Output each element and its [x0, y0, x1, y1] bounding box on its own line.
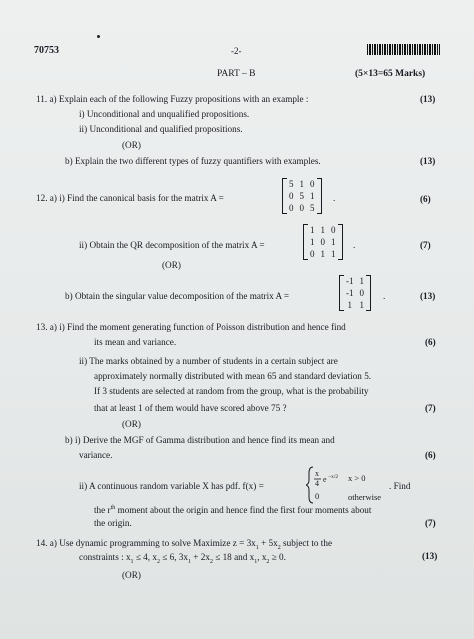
pdf-zero: 0 [315, 491, 320, 501]
exam-page: 70753 -2- PART – B (5×13=65 Marks) 11. a) Explain each of the following Fuzzy propositions with an example : (13) i) Unconditional and unqualified propositions. ii) Unconditional and qualified propositions. (OR) b) Explain the two different types of fuzzy quantifiers with examples. (13) 12. a) i) Find the canonical basis for the matrix A = 5 1 0 0 5 1 0 0 5 . (6) ii) Obtain the QR decomposition of the matrix A = 1 1 0 1 0 1 0 1 1 . (7) (OR) b) Obtain the singular value decomposition of the matrix A = -1 1 -1 0 1 1 . (13) 13. a) i) Find the moment generating function of Poisson distribution and hence find its mean and variance. (6) ii) The marks obtained by a number of students in a certain subject are approximately normally distributed with mean 65 and standard deviation 5. If 3 students are selected at random from the group, what is the probability that at least 1 of them would have scored above 75 ? (7) (OR) b) i) Derive the MGF of Gamma distribution and hence find its mean and variance. (6) ii) A continuous random variable X has pdf. f(x) = x 4 e −x/2 0 x > 0 otherwise . Find the $r^{th}$ moment about the origin and hence find the first four moments about the origin. (7) 14. a) Use dynamic programming to solve Maximize $z = 3x_1 + 5x_2$ subject to the constraints : $x_1 \le 4$, $x_2 \le 6$, $3x_1 + 2x_2 \le 18$ and $x_1$, $x_2 \ge 0$. (13) (OR) [0, 0, 474, 639]
m1-cell: 1 [299, 179, 304, 189]
matrix-2 [307, 224, 339, 260]
m2-cell: 1 [320, 249, 325, 259]
q13-a-i-line2: its mean and variance. [94, 337, 177, 347]
q12-a-i: 12. a) i) Find the canonical basis for the matrix A = [36, 193, 224, 203]
q13-a-i-marks: (6) [425, 337, 436, 347]
q13-b-ii-marks: (7) [425, 518, 436, 528]
q12-a-i-marks: (6) [420, 194, 431, 204]
q11-b: b) Explain the two different types of fuzzy quantifiers with examples. [65, 156, 321, 166]
pdf-case1: x > 0 [348, 473, 366, 483]
q13-b-ii-line2: the $r^{th}$ moment about the origin and hence find the first four moments about [94, 505, 372, 516]
q14-a-line2: constraints : $x_1 \le 4$, $x_2 \le 6$, $3x_1 + 2x_2 \le 18$ and $x_1$, $x_2 \ge 0$. [79, 552, 286, 565]
matrix-1 [286, 178, 318, 214]
q11-or: (OR) [122, 140, 141, 150]
m2-cell: 1 [320, 225, 325, 235]
q13-b-ii-line3: the origin. [94, 518, 132, 528]
barcode [367, 44, 440, 55]
q11-a-ii: ii) Unconditional and qualified propositions. [79, 124, 243, 134]
q12-or: (OR) [162, 260, 181, 270]
q11-b-marks: (13) [420, 156, 436, 166]
q12-a-ii: ii) Obtain the QR decomposition of the matrix A = [79, 240, 265, 250]
m1-cell: 1 [310, 191, 315, 201]
q13-a-ii-line3: If 3 students are selected at random from the group, what is the probability [94, 386, 369, 396]
q11-a-marks: (13) [420, 94, 436, 104]
svg-text:x: x [315, 469, 319, 478]
q14-or: (OR) [122, 570, 141, 580]
svg-text:−x/2: −x/2 [328, 474, 339, 480]
m1-cell: 0 [299, 203, 304, 213]
part-title: PART – B [217, 69, 256, 79]
m1-cell: 0 [289, 191, 294, 201]
m2-cell: 0 [320, 237, 325, 247]
q13-a-i-line1: 13. a) i) Find the moment generating function of Poisson distribution and hence find [36, 322, 346, 332]
q13-a-ii-line2: approximately normally distributed with mean 65 and standard deviation 5. [94, 371, 372, 381]
q13-b-i-line1: b) i) Derive the MGF of Gamma distribution and hence find its mean and [65, 435, 335, 445]
m3-cell: 0 [359, 288, 364, 298]
q11-a: 11. a) Explain each of the following Fuzzy propositions with an example : [36, 94, 309, 104]
paper-code: 70753 [34, 45, 59, 56]
m1-cell: 5 [289, 179, 294, 189]
part-marks: (5×13=65 Marks) [355, 69, 426, 79]
m3-cell: 1 [359, 276, 364, 286]
m1-cell: 5 [299, 191, 304, 201]
q13-or: (OR) [122, 419, 141, 429]
svg-text:e: e [323, 475, 327, 484]
q13-a-ii-line4: that at least 1 of them would have scored above 75 ? [94, 403, 287, 413]
q14-a-marks: (13) [422, 551, 438, 561]
q12-b: b) Obtain the singular value decomposition of the matrix A = [65, 291, 290, 301]
pdf-case2: otherwise [348, 492, 382, 502]
q13-b-ii-line1: ii) A continuous random variable X has pdf. f(x) = [79, 481, 264, 491]
m1-cell: 5 [310, 203, 315, 213]
q13-a-ii-line1: ii) The marks obtained by a number of students in a certain subject are [79, 356, 338, 366]
m3-cell: -1 [346, 276, 354, 286]
m3-cell: -1 [346, 288, 354, 298]
q12-b-marks: (13) [420, 291, 436, 301]
page-number: -2- [231, 46, 242, 56]
q11-a-i: i) Unconditional and unqualified propositions. [79, 109, 250, 119]
svg-text:4: 4 [315, 479, 319, 488]
m2-cell: 0 [310, 249, 315, 259]
m2-cell: 0 [331, 225, 336, 235]
ink-dot [97, 35, 100, 38]
m2-cell: 1 [331, 237, 336, 247]
m3-cell: 1 [347, 300, 352, 310]
m2-cell: 1 [331, 249, 336, 259]
q12-a-ii-marks: (7) [420, 240, 431, 250]
q13-b-i-line2: variance. [79, 450, 113, 460]
m1-cell: 0 [310, 179, 315, 189]
m2-cell: 1 [310, 225, 315, 235]
pdf-find: . Find [389, 481, 411, 491]
q14-a-line1: 14. a) Use dynamic programming to solve Maximize $z = 3x_1 + 5x_2$ subject to the [36, 538, 333, 551]
m3-cell: 1 [359, 300, 364, 310]
m1-cell: 0 [289, 203, 294, 213]
q13-b-i-marks: (6) [425, 450, 436, 460]
matrix-3 [343, 275, 367, 311]
m2-cell: 1 [310, 237, 315, 247]
q13-a-ii-marks: (7) [425, 403, 436, 413]
